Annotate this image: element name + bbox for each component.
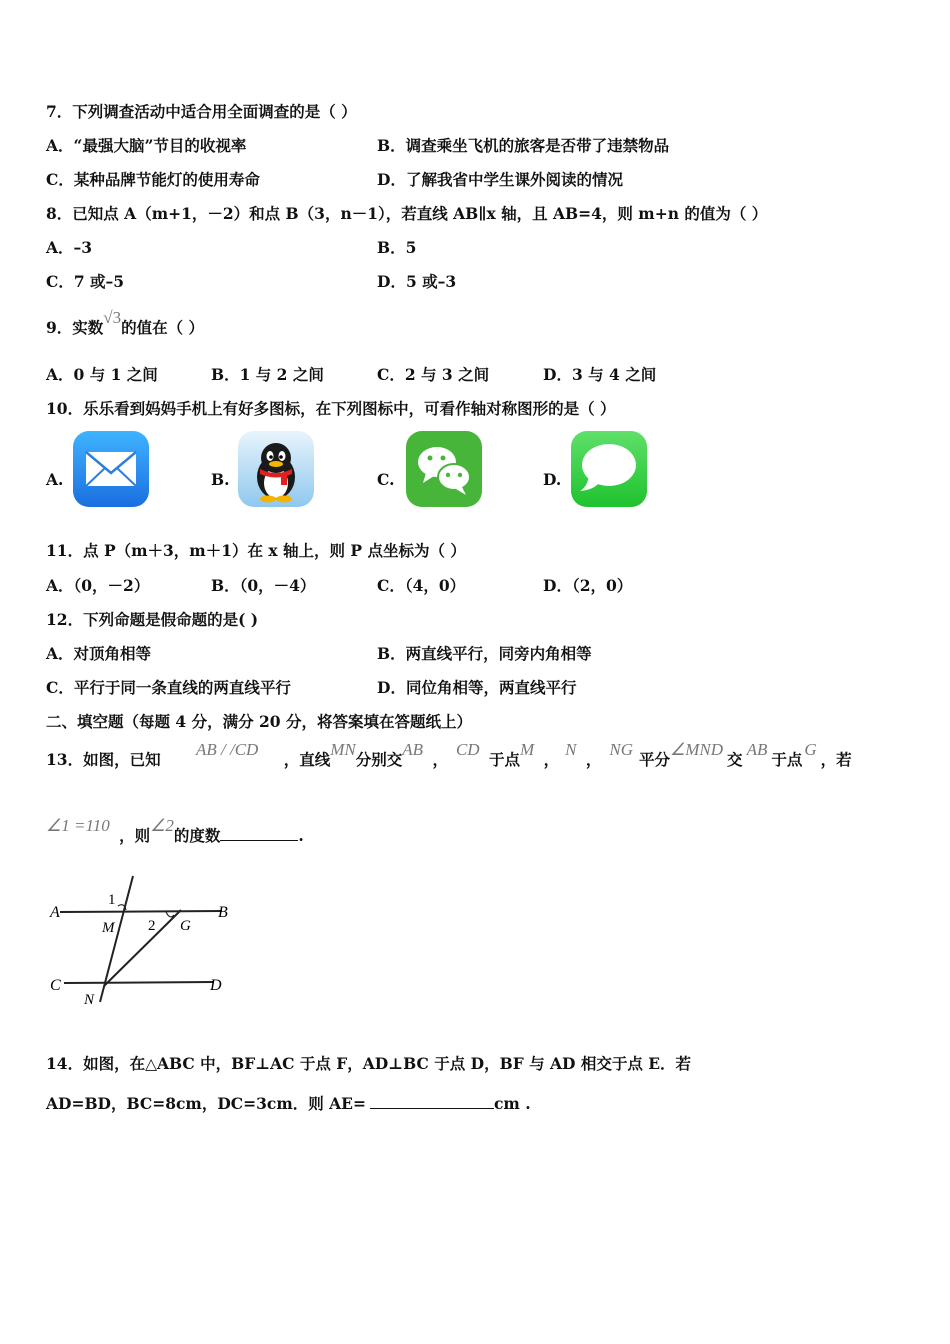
- q8-option-b: B．5: [377, 238, 417, 257]
- q12-stem: 12．下列命题是假命题的是( ): [46, 610, 259, 629]
- q13-math-m: M: [520, 740, 535, 759]
- figure-label-g: G: [180, 918, 191, 934]
- q13-text: ，则: [119, 826, 151, 845]
- q9-stem-post: 的值在（ ）: [121, 318, 205, 337]
- q7-option-d: D．了解我省中学生课外阅读的情况: [377, 170, 623, 189]
- q13-math-angle2: ∠2: [150, 816, 174, 835]
- q11-option-b: B．（0，－4）: [211, 576, 316, 595]
- q10-option-d: D.: [543, 470, 562, 489]
- q9-stem: [46, 308, 205, 338]
- figure-label-a: A: [50, 904, 60, 921]
- q14-answer-blank[interactable]: [370, 1092, 494, 1109]
- figure-label-d: D: [210, 977, 222, 994]
- section2-heading: 二、填空题（每题 4 分，满分 20 分，将答案填在答题纸上）: [46, 712, 472, 731]
- q7-stem: 7．下列调查活动中适合用全面调查的是（ ）: [46, 102, 357, 121]
- q13-stem-line2: [46, 816, 304, 846]
- figure-label-2: 2: [148, 918, 156, 934]
- q11-option-a: A．（0，－2）: [46, 576, 150, 595]
- q8-stem: 8．已知点 A（m+1，－2）和点 B（3，n－1），若直线 AB∥x 轴，且 AB=4，则 m+n 的值为（ ）: [46, 204, 768, 223]
- q13-math-ab-cd: AB / /CD: [195, 740, 259, 759]
- q13-text: 于点: [771, 750, 803, 769]
- q13-text: 的度数: [173, 826, 221, 845]
- q13-math-ab2: AB: [746, 740, 768, 759]
- q10-option-b: B.: [211, 470, 230, 489]
- q14-stem-line1: 14．如图，在△ABC 中，BF⊥AC 于点 F，AD⊥BC 于点 D，BF 与 AD 相交于点 E．若: [46, 1054, 692, 1073]
- q13-math-n: N: [565, 740, 577, 759]
- figure-label-1: 1: [108, 892, 116, 908]
- q12-option-c: C．平行于同一条直线的两直线平行: [46, 678, 291, 697]
- figure-label-m: M: [102, 920, 115, 936]
- q13-num: 13．如图，已知: [46, 750, 161, 769]
- q12-option-d: D．同位角相等，两直线平行: [377, 678, 577, 697]
- q9-option-b: B．1 与 2 之间: [211, 365, 324, 384]
- q9-stem-pre: 9．实数: [46, 318, 104, 337]
- q13-math-angle-mnd: ∠MND: [670, 740, 724, 759]
- q13-text: ，: [432, 750, 448, 769]
- q13-text: ，直线: [283, 750, 331, 769]
- q13-text: ，: [543, 750, 560, 769]
- figure-label-n: N: [84, 992, 95, 1008]
- q13-stem-line1: [46, 740, 852, 770]
- qq-penguin-icon: [238, 431, 314, 507]
- q13-text: 平分: [639, 750, 671, 769]
- q13-text: ，: [585, 750, 602, 769]
- q13-text: 交: [727, 750, 743, 769]
- q10-option-c: C.: [377, 470, 395, 489]
- figure-label-c: C: [50, 977, 61, 994]
- mail-icon: [73, 431, 149, 507]
- q11-stem: 11．点 P（m＋3，m＋1）在 x 轴上，则 P 点坐标为（ ）: [46, 541, 466, 560]
- q9-option-c: C．2 与 3 之间: [377, 365, 490, 384]
- q13-text: 于点: [489, 750, 521, 769]
- q11-option-d: D．（2，0）: [543, 576, 633, 595]
- messages-icon: [571, 431, 647, 507]
- wechat-icon: [406, 431, 482, 507]
- q13-text: ，若: [820, 750, 852, 769]
- q14-text-post: cm .: [493, 1094, 531, 1113]
- q8-option-d: D．5 或–3: [377, 272, 457, 291]
- q13-math-cd: CD: [455, 740, 480, 759]
- q14-text-pre: AD=BD，BC=8cm，DC=3cm．则 AE=: [46, 1094, 366, 1113]
- q11-option-c: C．（4，0）: [377, 576, 466, 595]
- q13-math-ng: NG: [609, 740, 633, 759]
- q9-option-a: A．0 与 1 之间: [46, 365, 158, 384]
- sqrt3-expression: √3: [103, 308, 122, 327]
- q7-option-a: A．“最强大脑”节目的收视率: [46, 136, 247, 155]
- q13-answer-blank[interactable]: [220, 824, 298, 841]
- q13-figure: [46, 872, 246, 1012]
- q14-stem-line2: [46, 1092, 531, 1114]
- q13-math-angle1: ∠1 =110: [46, 816, 110, 835]
- q8-option-a: A．–3: [46, 238, 93, 257]
- q8-option-c: C．7 或–5: [46, 272, 125, 291]
- q13-text: 分别交: [355, 750, 403, 769]
- q12-option-b: B．两直线平行，同旁内角相等: [377, 644, 592, 663]
- q9-option-d: D．3 与 4 之间: [543, 365, 657, 384]
- figure-label-b: B: [218, 904, 228, 921]
- q13-math-g: G: [804, 740, 817, 759]
- q7-option-c: C．某种品牌节能灯的使用寿命: [46, 170, 260, 189]
- q12-option-a: A．对顶角相等: [46, 644, 152, 663]
- q13-math-ab: AB: [402, 740, 424, 759]
- q13-text: .: [298, 826, 304, 845]
- q10-stem: 10．乐乐看到妈妈手机上有好多图标，在下列图标中，可看作轴对称图形的是（ ）: [46, 399, 616, 418]
- q13-math-mn: MN: [330, 740, 356, 759]
- q10-option-a: A.: [46, 470, 64, 489]
- q7-option-b: B．调查乘坐飞机的旅客是否带了违禁物品: [377, 136, 670, 155]
